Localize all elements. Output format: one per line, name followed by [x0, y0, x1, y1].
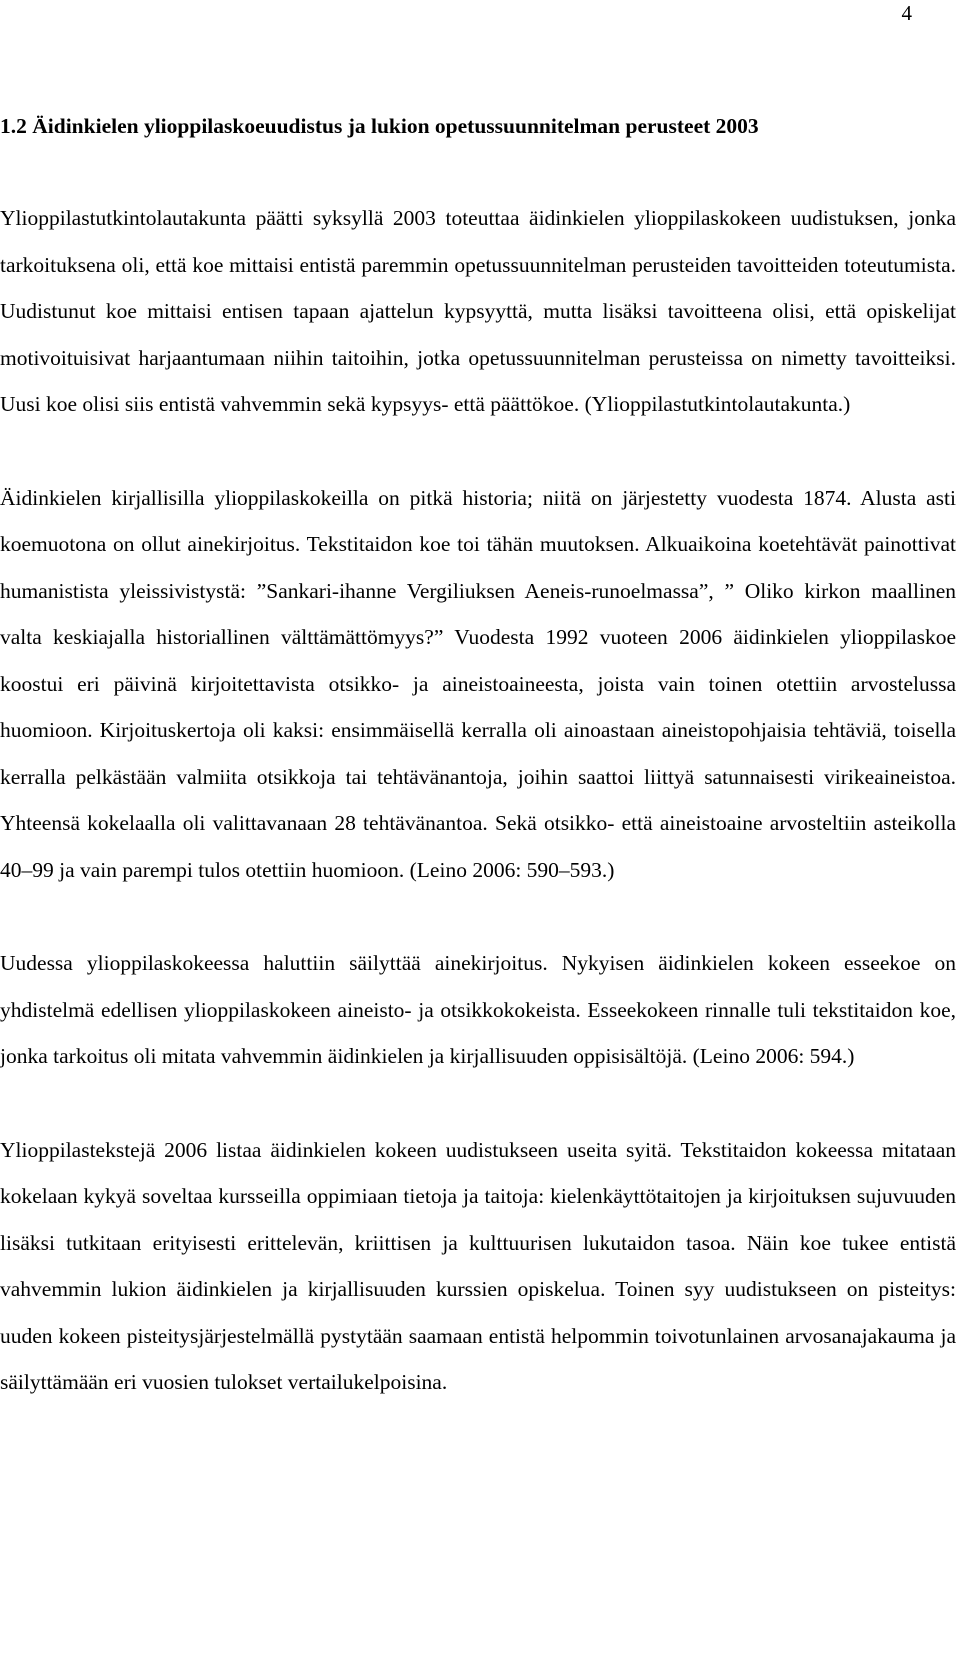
- paragraph-1: Ylioppilastutkintolautakunta päätti syksyllä 2003 toteuttaa äidinkielen ylioppilaskokeen uudistuksen, jonka tarkoituksena oli, että koe mittaisi entistä paremmin opetussuunnitelman perusteiden tavoitteiden toteutumista. Uudistunut koe mittaisi entisen tapaan ajattelun kypsyyttä, mutta lisäksi tavoitteena olisi, että opiskelijat motivoituisivat harjaantumaan niihin taitoihin, jotka opetussuunnitelman perusteissa on nimetty tavoitteiksi. Uusi koe olisi siis entistä vahvemmin sekä kypsyys- että päättökoe. (Ylioppilastutkintolautakunta.): [0, 206, 956, 416]
- paragraph-4: Ylioppilastekstejä 2006 listaa äidinkielen kokeen uudistukseen useita syitä. Tekstitaidon kokeessa mitataan kokelaan kykyä soveltaa kursseilla oppimiaan tietoja ja taitoja: kielenkäyttötaitojen ja kirjoituksen sujuvuuden lisäksi tutkitaan erityisesti erittelevän, kriittisen ja kulttuurisen lukutaidon tasoa. Näin koe tukee entistä vahvemmin lukion äidinkielen ja kirjallisuuden kurssien opiskelua. Toinen syy uudistukseen on pisteitys: uuden kokeen pisteitysjärjestelmällä pystytään saamaan entistä helpommin toivotunlainen arvosanajakauma ja säilyttämään eri vuosien tulokset vertailukelpoisina.: [0, 1137, 956, 1394]
- page-number: 4: [901, 1, 912, 25]
- paragraph-3: Uudessa ylioppilaskokeessa haluttiin säilyttää ainekirjoitus. Nykyisen äidinkielen kokeen esseekoe on yhdistelmä edellisen ylioppilaskokeen aineisto- ja otsikkokokeista. Esseekokeen rinnalle tuli tekstitaidon koe, jonka tarkoitus oli mitata vahvemmin äidinkielen ja kirjallisuuden oppisisältöjä. (Leino 2006: 594.): [0, 951, 956, 1068]
- section-heading: 1.2 Äidinkielen ylioppilaskoeuudistus ja lukion opetussuunnitelman perusteet 2003: [0, 114, 759, 138]
- document-body: [0, 112, 956, 1406]
- paragraph-2: Äidinkielen kirjallisilla ylioppilaskokeilla on pitkä historia; niitä on järjestetty vuodesta 1874. Alusta asti koemuotona on ollut ainekirjoitus. Tekstitaidon koe toi tähän muutoksen. Alkuaikoina koetehtävät painottivat humanistista yleissivistystä: ”Sankari-ihanne Vergiliuksen Aeneis-runoelmassa”, ” Oliko kirkon maallinen valta keskiajalla historiallinen välttämättömyys?” Vuodesta 1992 vuoteen 2006 äidinkielen ylioppilaskoe koostui eri päivinä kirjoitettavista otsikko- ja aineistoaineesta, joista vain toinen otettiin arvostelussa huomioon. Kirjoituskertoja oli kaksi: ensimmäisellä kerralla oli ainoastaan aineistopohjaisia tehtäviä, toisella kerralla pelkästään valmiita otsikkoja tai tehtävänantoja, joihin saattoi liittyä satunnaisesti virikeaineistoa. Yhteensä kokelaalla oli valittavanaan 28 tehtävänantoa. Sekä otsikko- että aineistoaine arvosteltiin asteikolla 40–99 ja vain parempi tulos otettiin huomioon. (Leino 2006: 590–593.): [0, 485, 956, 882]
